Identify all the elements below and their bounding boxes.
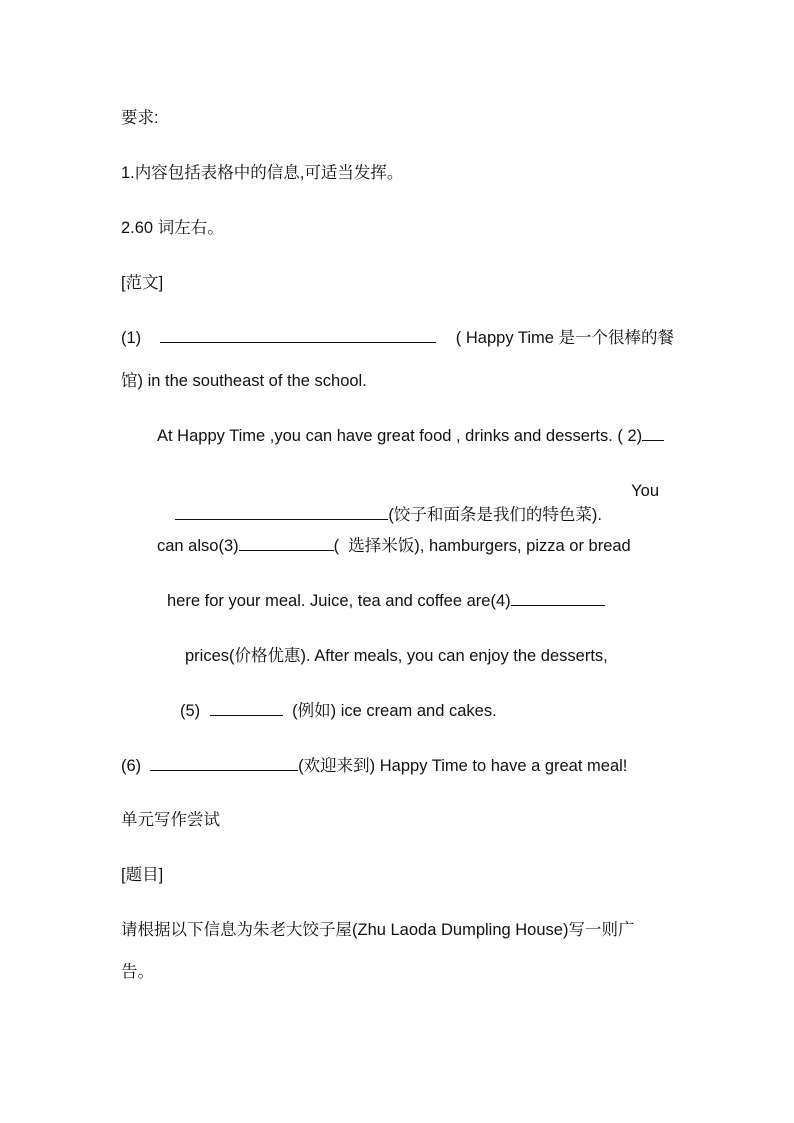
- requirement-item-2: 2.60 词左右。: [121, 219, 224, 237]
- hint-6: (欢迎来到) Happy Time to have a great meal!: [298, 757, 628, 775]
- sample-line-1-continued: 馆) in the southeast of the school.: [121, 372, 367, 390]
- prompt-line-2: 告。: [121, 963, 154, 981]
- sample-heading: [范文]: [121, 274, 164, 292]
- sample-line-4: [157, 534, 631, 558]
- answer-blank-5: [210, 699, 283, 716]
- answer-blank-6: [150, 754, 298, 771]
- hint-2: (饺子和面条是我们的特色菜).: [388, 506, 602, 524]
- topic-heading: [题目]: [121, 866, 164, 884]
- sample-line-6: prices(价格优惠). After meals, you can enjoy the desserts,: [185, 647, 608, 665]
- sample-line-3: [157, 479, 659, 524]
- answer-blank-4: [511, 589, 605, 606]
- requirement-item-1: 1.内容包括表格中的信息,可适当发挥。: [121, 164, 404, 182]
- answer-blank-3: [239, 534, 334, 551]
- hint-3: ( 选择米饭), hamburgers, pizza or bread: [333, 537, 631, 555]
- sample-line-5-text: here for your meal. Juice, tea and coffee are(4): [167, 592, 511, 610]
- answer-blank-2a: [642, 424, 664, 441]
- sample-line-1: [121, 326, 674, 350]
- hint-1: ( Happy Time 是一个很棒的餐: [455, 329, 674, 347]
- answer-blank-1: [160, 326, 436, 343]
- blank-number-3: can also(3): [157, 537, 239, 555]
- trial-heading: 单元写作尝试: [121, 811, 220, 829]
- requirements-heading: 要求:: [121, 109, 159, 127]
- sample-line-5: [167, 589, 605, 613]
- sample-line-2-text: At Happy Time ,you can have great food , drinks and desserts. ( 2): [157, 427, 643, 445]
- prompt-line-1: 请根据以下信息为朱老大饺子屋(Zhu Laoda Dumpling House)写一则广: [121, 921, 635, 939]
- hint-5: (例如) ice cream and cakes.: [292, 702, 497, 720]
- sample-line-8: [121, 754, 627, 778]
- blank-number-1: (1): [121, 329, 142, 347]
- blank-number-6: (6): [121, 757, 142, 775]
- blank-number-5: (5): [180, 702, 201, 720]
- sample-line-2: [157, 424, 664, 448]
- sample-line-7: [180, 699, 497, 723]
- sample-word-you: You: [631, 482, 659, 500]
- answer-blank-2b: [175, 503, 388, 520]
